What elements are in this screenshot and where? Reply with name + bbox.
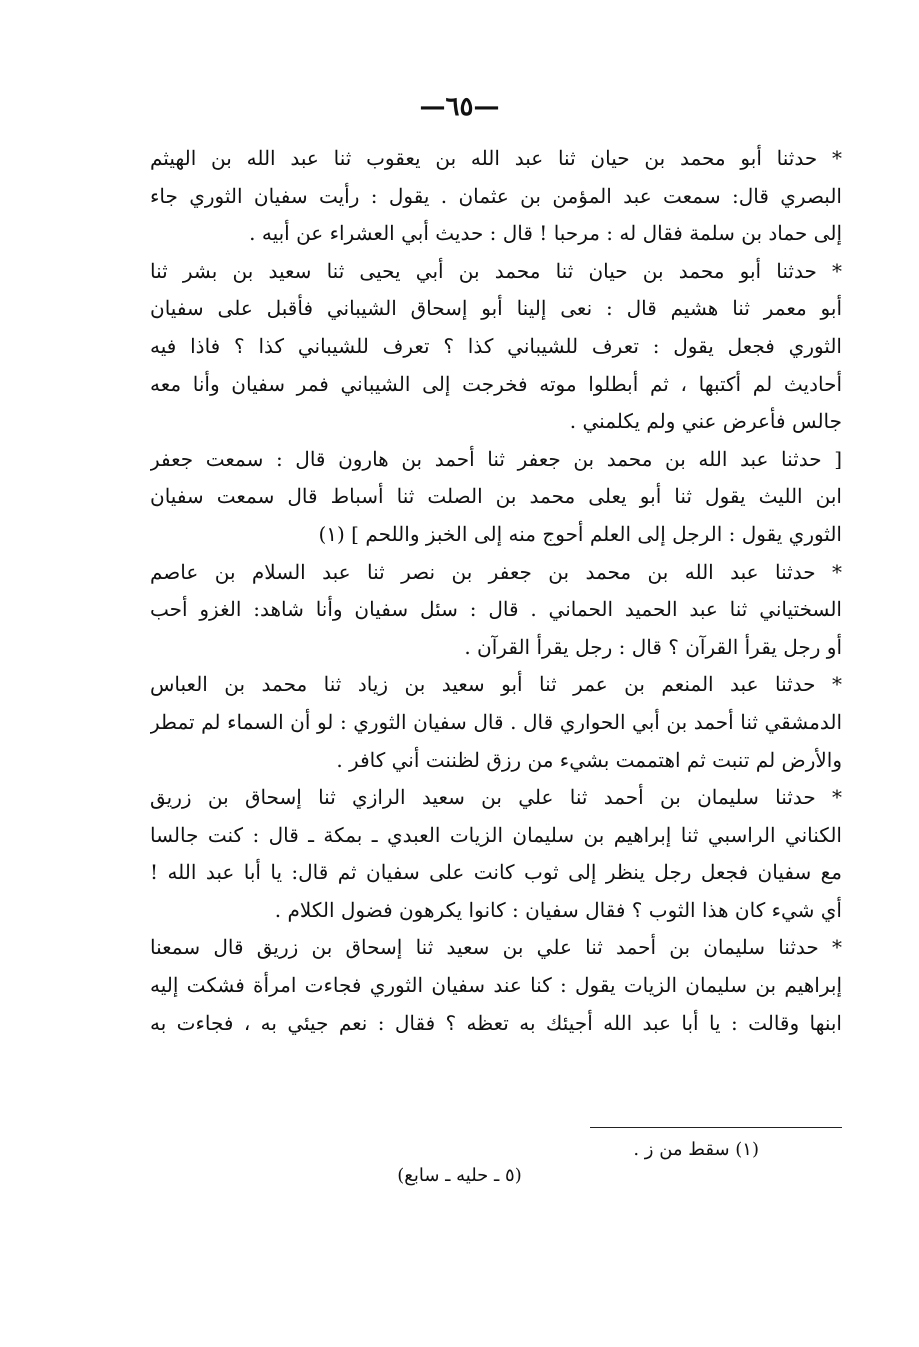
text-line: أو رجل يقرأ القرآن ؟ قال : رجل يقرأ القرآن . — [464, 634, 842, 659]
text-line: الثوري يقول : الرجل إلى العلم أحوج منه إلى الخبز واللحم ] (١) — [318, 521, 842, 546]
text-line: السختياني ثنا عبد الحميد الحماني . قال : سئل سفيان وأنا شاهد: الغزو أحب — [150, 597, 842, 622]
text-line: أبو معمر ثنا هشيم قال : نعى إلينا أبو إسحاق الشيباني فأقبل على سفيان — [150, 296, 842, 321]
footnote-divider — [590, 1127, 842, 1128]
text-line: * حدثنا سليمان بن أحمد ثنا علي بن سعيد الرازي ثنا إسحاق بن زريق — [150, 785, 842, 810]
text-line: إلى حماد بن سلمة فقال له : مرحبا ! قال : حديث أبي العشراء عن أبيه . — [249, 221, 842, 246]
text-line: الثوري فجعل يقول : تعرف للشيباني كذا ؟ تعرف للشيباني كذا ؟ فاذا فيه — [150, 333, 842, 358]
text-line: الكناني الراسبي ثنا إبراهيم بن سليمان الزيات العبدي ـ بمكة ـ قال : كنت جالسا — [150, 822, 842, 847]
text-line: ابن الليث يقول ثنا أبو يعلى محمد بن الصلت ثنا أسباط قال سمعت سفيان — [150, 484, 842, 509]
text-line: أحاديث لم أكتبها ، ثم أبطلوا موته فخرجت إلى الشيباني فمر سفيان وأنا معه — [150, 371, 842, 396]
signature-mark: (٥ ـ حليه ـ سابع) — [397, 1165, 522, 1186]
footnote: (١) سقط من ز . — [633, 1139, 759, 1160]
text-line: الدمشقي ثنا أحمد بن أبي الحواري قال . قال سفيان الثوري : لو أن السماء لم تمطر — [150, 709, 842, 734]
text-line: البصري قال: سمعت عبد المؤمن بن عثمان . يقول : رأيت سفيان الثوري جاء — [150, 183, 842, 208]
text-line: * حدثنا عبد الله بن محمد بن جعفر بن نصر ثنا عبد السلام بن عاصم — [150, 559, 842, 584]
main-text — [150, 140, 842, 1042]
text-line: * حدثنا أبو محمد بن حيان ثنا محمد بن أبي يحيى ثنا سعيد بن بشر ثنا — [150, 258, 842, 283]
text-line: مع سفيان فجعل رجل ينظر إلى ثوب كانت على سفيان ثم قال: يا أبا عبد الله ! — [150, 860, 842, 885]
text-line: * حدثنا عبد المنعم بن عمر ثنا أبو سعيد بن زياد ثنا محمد بن العباس — [150, 672, 842, 697]
text-line: [ حدثنا عبد الله بن محمد بن جعفر ثنا أحمد بن هارون قال : سمعت جعفر — [150, 446, 842, 471]
text-line: * حدثنا سليمان بن أحمد ثنا علي بن سعيد ثنا إسحاق بن زريق قال سمعنا — [150, 935, 842, 960]
text-line: جالس فأعرض عني ولم يكلمني . — [569, 409, 842, 434]
page-number: —٦٥— — [419, 92, 500, 122]
text-line: * حدثنا أبو محمد بن حيان ثنا عبد الله بن يعقوب ثنا عبد الله بن الهيثم — [150, 146, 842, 170]
text-line: ابنها وقالت : يا أبا عبد الله أجيئك به تعظه ؟ فقال : نعم جيئي به ، فجاءت به — [150, 1010, 842, 1035]
text-line: والأرض لم تنبت ثم اهتممت بشيء من رزق لظننت أني كافر . — [336, 747, 842, 772]
text-line: أي شيء كان هذا الثوب ؟ فقال سفيان : كانوا يكرهون فضول الكلام . — [274, 897, 842, 922]
text-line: إبراهيم بن سليمان الزيات يقول : كنا عند سفيان الثوري فجاءت امرأة فشكت إليه — [150, 973, 842, 998]
